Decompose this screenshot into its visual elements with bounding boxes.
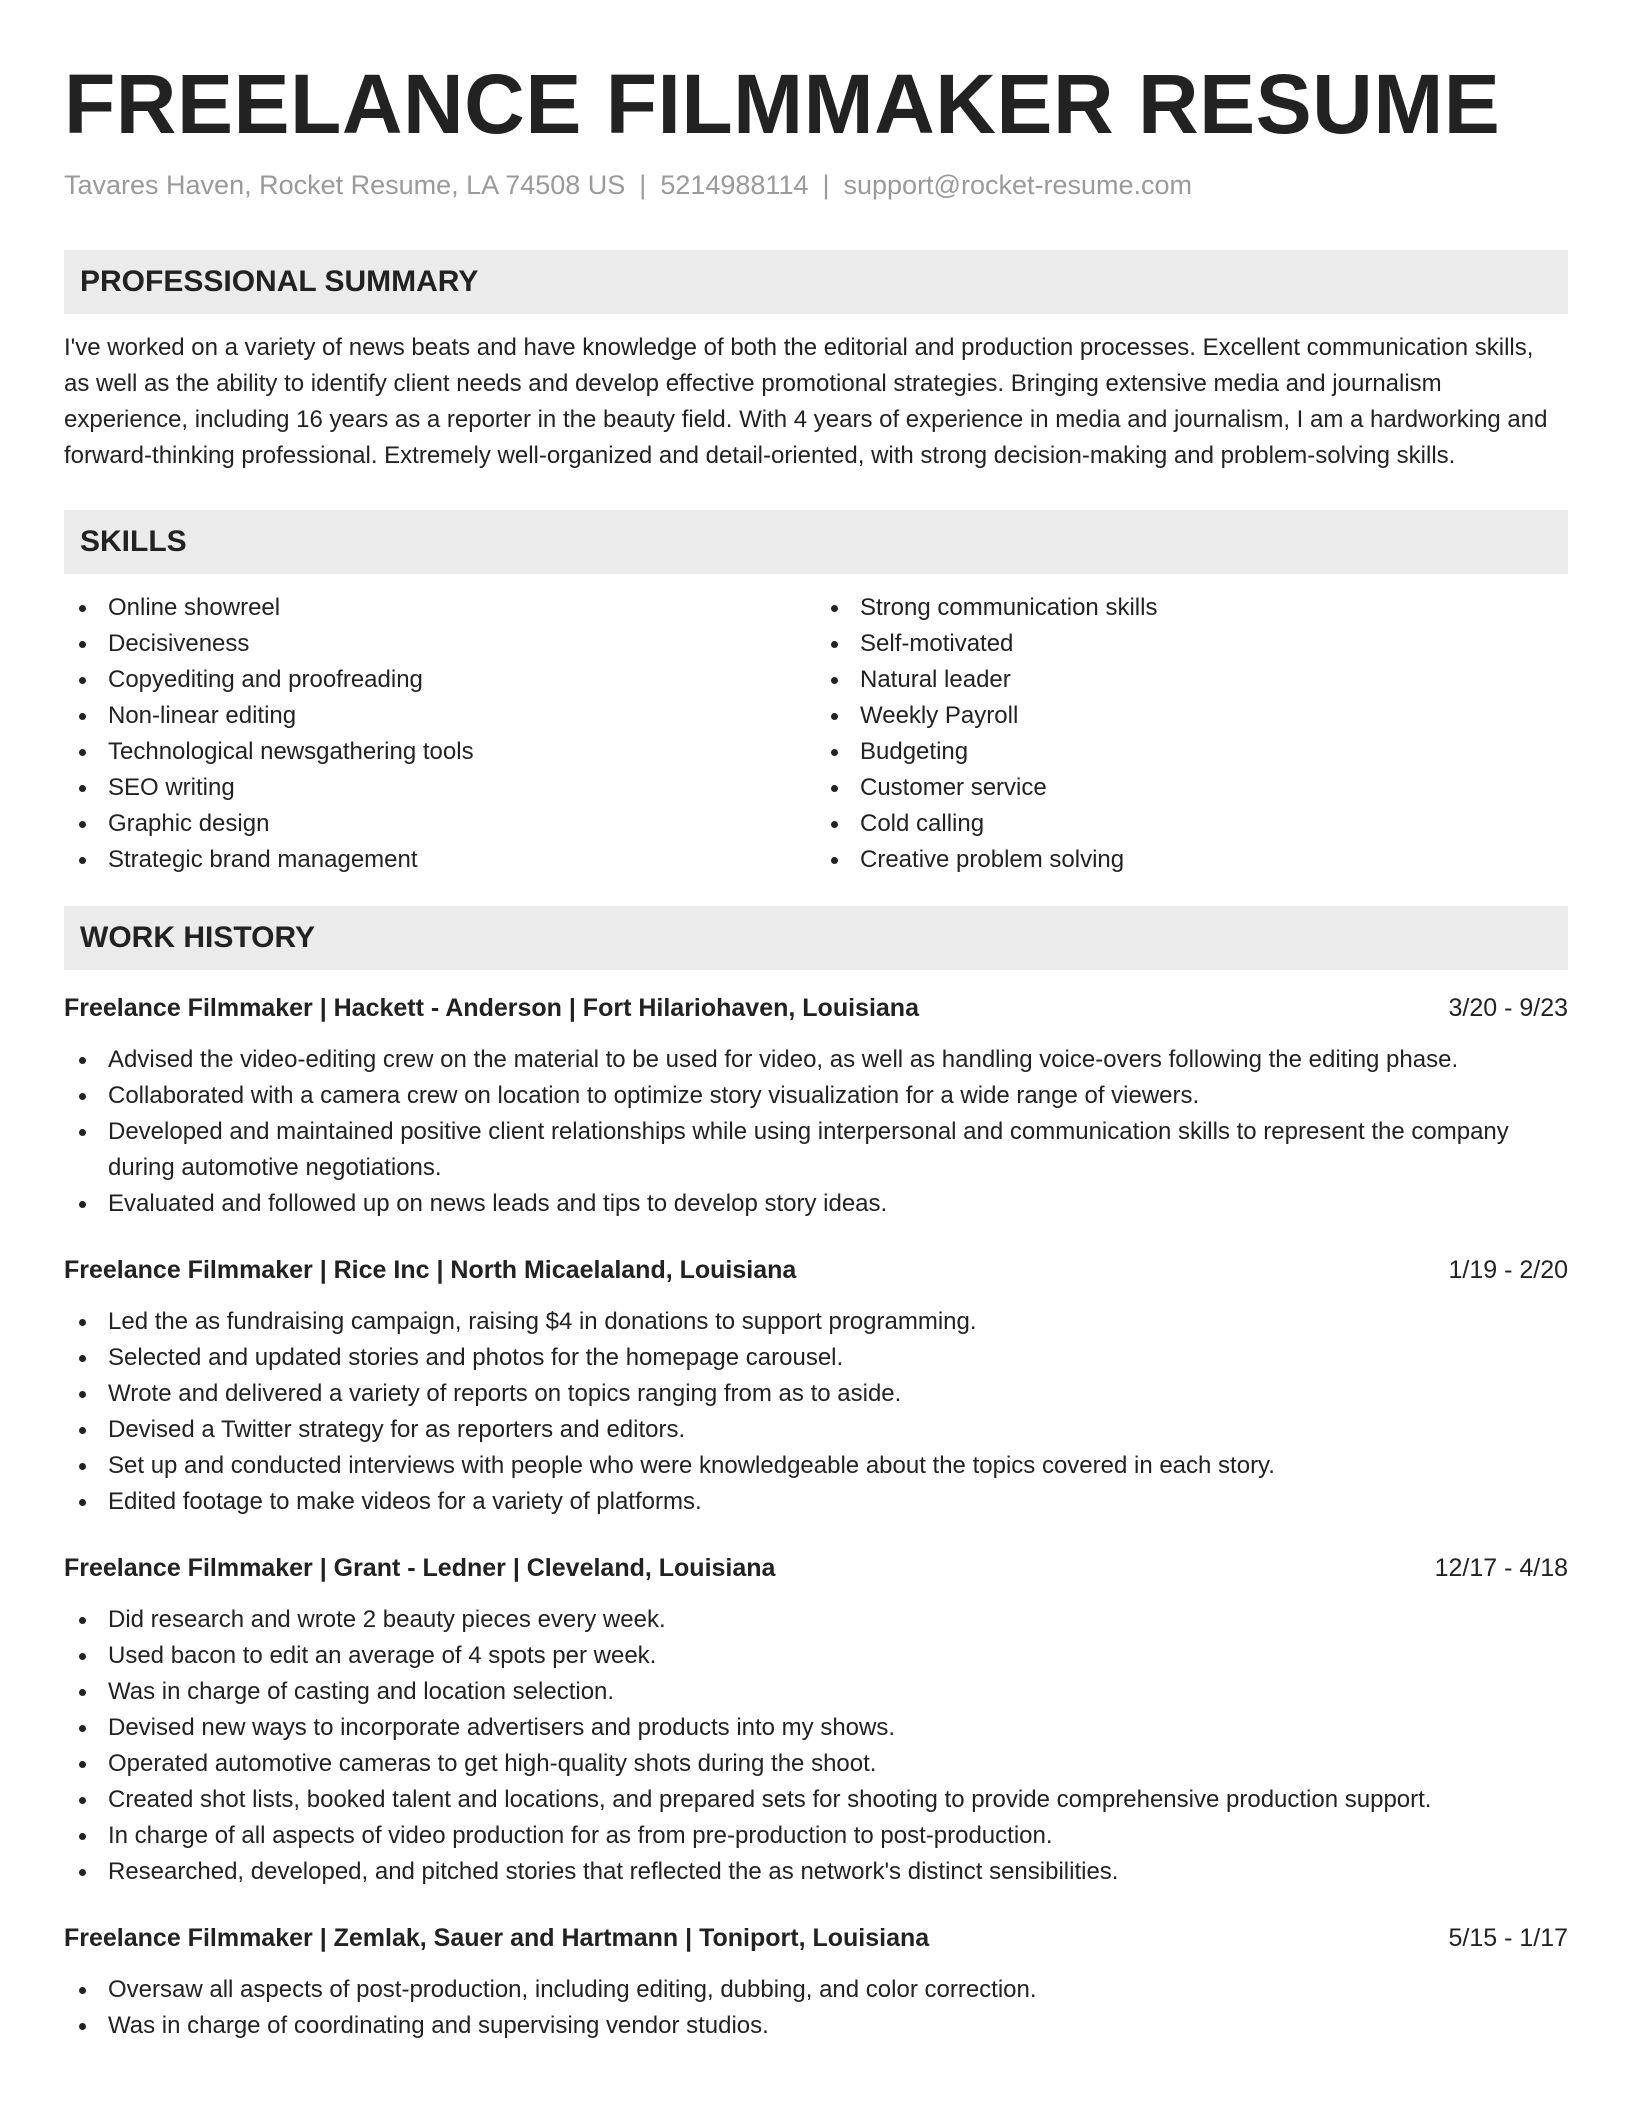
skill-item: Budgeting <box>816 734 1568 770</box>
skill-item: Technological newsgathering tools <box>64 734 816 770</box>
skills-grid <box>64 590 1568 878</box>
job-header <box>64 1920 1568 1956</box>
job-bullet: Evaluated and followed up on news leads and tips to develop story ideas. <box>64 1186 1568 1222</box>
job-bullet: Developed and maintained positive client relationships while using interpersonal and communication skills to represent the company during automotive negotiations. <box>64 1114 1568 1186</box>
job-bullet: Edited footage to make videos for a variety of platforms. <box>64 1484 1568 1520</box>
job-bullet: Devised new ways to incorporate advertisers and products into my shows. <box>64 1710 1568 1746</box>
contact-address: Tavares Haven, Rocket Resume, LA 74508 US <box>64 170 626 200</box>
skill-item: Strong communication skills <box>816 590 1568 626</box>
job-header <box>64 990 1568 1026</box>
skill-item: Strategic brand management <box>64 842 816 878</box>
job-bullet: Oversaw all aspects of post-production, including editing, dubbing, and color correction. <box>64 1972 1568 2008</box>
job-dates: 5/15 - 1/17 <box>1448 1924 1568 1952</box>
job-bullets <box>64 1304 1568 1520</box>
job-header <box>64 1252 1568 1288</box>
job-bullet: Was in charge of coordinating and supervising vendor studios. <box>64 2008 1568 2044</box>
job-bullets <box>64 1972 1568 2044</box>
section-header-skills: SKILLS <box>64 510 1568 574</box>
job-dates: 3/20 - 9/23 <box>1448 994 1568 1022</box>
job-entry <box>64 990 1568 1222</box>
job-bullet: Used bacon to edit an average of 4 spots per week. <box>64 1638 1568 1674</box>
section-header-summary: PROFESSIONAL SUMMARY <box>64 250 1568 314</box>
skill-item: Weekly Payroll <box>816 698 1568 734</box>
contact-phone: 5214988114 <box>660 170 809 200</box>
job-bullet: Operated automotive cameras to get high-quality shots during the shoot. <box>64 1746 1568 1782</box>
job-bullet: Did research and wrote 2 beauty pieces every week. <box>64 1602 1568 1638</box>
job-bullets <box>64 1042 1568 1222</box>
resume-title: FREELANCE FILMMAKER RESUME <box>64 57 1501 151</box>
contact-separator: | <box>822 170 830 200</box>
summary-text: I've worked on a variety of news beats and have knowledge of both the editorial and production processes. Excellent communication skills, as well as the ability to identify client needs and develop effective promotional strategies. Bringing extensive media and journalism experience, including 16 years as a reporter in the beauty field. With 4 years of experience in media and journalism, I am a hardworking and forward-thinking professional. Extremely well-organized and detail-oriented, with strong decision-making and problem-solving skills. <box>64 334 1548 469</box>
job-entry <box>64 1550 1568 1890</box>
skill-item: Natural leader <box>816 662 1568 698</box>
contact-separator: | <box>639 170 647 200</box>
job-bullets <box>64 1602 1568 1890</box>
job-title: Freelance Filmmaker | Rice Inc | North Micaelaland, Louisiana <box>64 1256 797 1284</box>
job-dates: 1/19 - 2/20 <box>1448 1256 1568 1284</box>
job-entry <box>64 1920 1568 2044</box>
job-header <box>64 1550 1568 1586</box>
skill-item: Customer service <box>816 770 1568 806</box>
skill-item: Online showreel <box>64 590 816 626</box>
skill-item: Graphic design <box>64 806 816 842</box>
skill-item: Cold calling <box>816 806 1568 842</box>
skill-item: Copyediting and proofreading <box>64 662 816 698</box>
skill-item: Decisiveness <box>64 626 816 662</box>
job-dates: 12/17 - 4/18 <box>1434 1554 1568 1582</box>
contact-email: support@rocket-resume.com <box>843 170 1193 200</box>
section-header-work-history: WORK HISTORY <box>64 906 1568 970</box>
job-bullet: Set up and conducted interviews with people who were knowledgeable about the topics covered in each story. <box>64 1448 1568 1484</box>
job-bullet: Devised a Twitter strategy for as reporters and editors. <box>64 1412 1568 1448</box>
job-bullet: Wrote and delivered a variety of reports on topics ranging from as to aside. <box>64 1376 1568 1412</box>
skill-item: Self-motivated <box>816 626 1568 662</box>
job-title: Freelance Filmmaker | Grant - Ledner | Cleveland, Louisiana <box>64 1554 776 1582</box>
job-bullet: In charge of all aspects of video production for as from pre-production to post-production. <box>64 1818 1568 1854</box>
skill-item: Creative problem solving <box>816 842 1568 878</box>
contact-line <box>64 168 1568 202</box>
job-bullet: Selected and updated stories and photos for the homepage carousel. <box>64 1340 1568 1376</box>
skill-item: SEO writing <box>64 770 816 806</box>
skills-column-right <box>816 590 1568 878</box>
job-bullet: Advised the video-editing crew on the material to be used for video, as well as handling voice-overs following the editing phase. <box>64 1042 1568 1078</box>
job-bullet: Researched, developed, and pitched stories that reflected the as network's distinct sensibilities. <box>64 1854 1568 1890</box>
skill-item: Non-linear editing <box>64 698 816 734</box>
job-title: Freelance Filmmaker | Hackett - Anderson | Fort Hilariohaven, Louisiana <box>64 994 919 1022</box>
job-bullet: Was in charge of casting and location selection. <box>64 1674 1568 1710</box>
job-bullet: Collaborated with a camera crew on location to optimize story visualization for a wide range of viewers. <box>64 1078 1568 1114</box>
skills-column-left <box>64 590 816 878</box>
job-bullet: Led the as fundraising campaign, raising $4 in donations to support programming. <box>64 1304 1568 1340</box>
job-bullet: Created shot lists, booked talent and locations, and prepared sets for shooting to provide comprehensive production support. <box>64 1782 1568 1818</box>
job-title: Freelance Filmmaker | Zemlak, Sauer and Hartmann | Toniport, Louisiana <box>64 1924 930 1952</box>
job-entry <box>64 1252 1568 1520</box>
